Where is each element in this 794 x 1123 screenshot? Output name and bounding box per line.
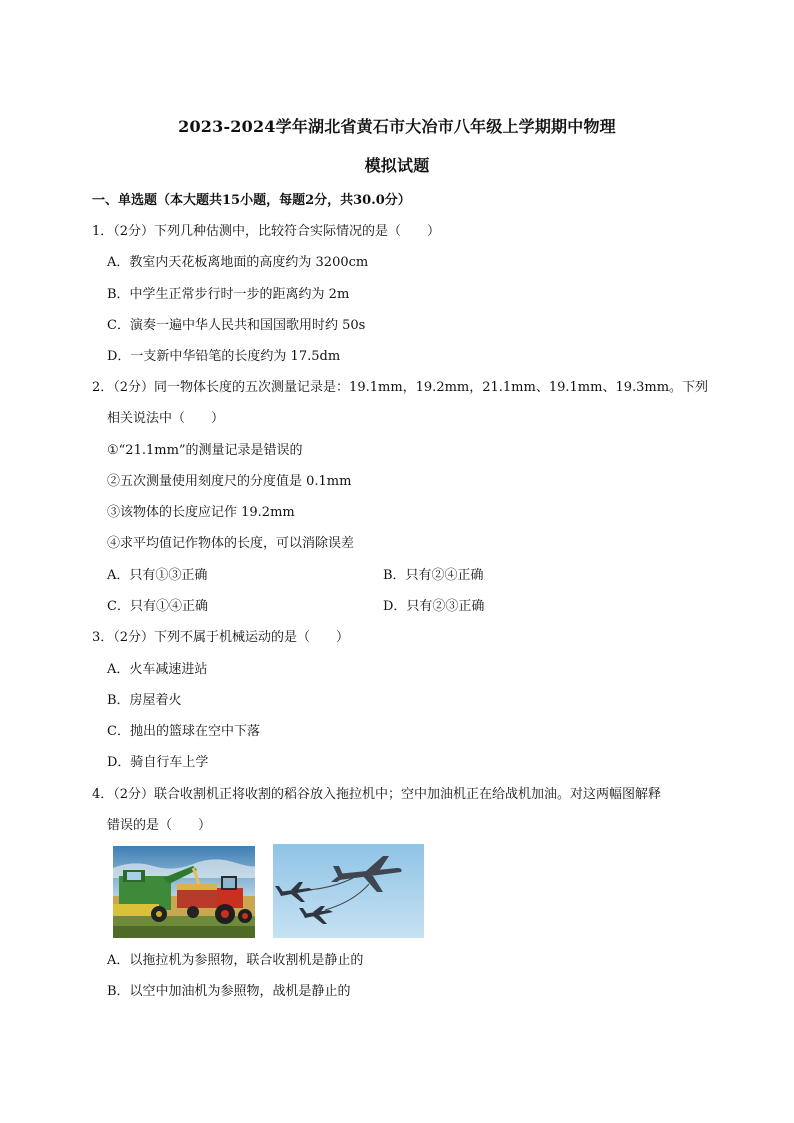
question-3-option-a: A．火车减速进站 <box>107 662 208 677</box>
question-2-statement-3: ③该物体的长度应记作 19.2mm <box>107 505 295 520</box>
question-1-option-b: B．中学生正常步行时一步的距离约为 2m <box>107 287 350 302</box>
question-2-stem: 2．（2分）同一物体长度的五次测量记录是：19.1mm，19.2mm，21.1mm、19.1mm、19.3mm。下列 <box>92 380 709 395</box>
question-1-stem: 1．（2分）下列几种估测中，比较符合实际情况的是（ ） <box>92 224 441 239</box>
question-4-option-a: A．以拖拉机为参照物，联合收割机是静止的 <box>107 953 364 968</box>
aerial-refueling-image <box>273 844 424 938</box>
question-2-option-d: D．只有②③正确 <box>383 599 485 614</box>
question-1-option-d: D．一支新中华铅笔的长度约为 17.5dm <box>107 349 341 364</box>
question-2-option-c: C．只有①④正确 <box>107 599 208 614</box>
exam-title-line2: 模拟试题 <box>364 156 430 175</box>
question-4-option-b: B．以空中加油机为参照物，战机是静止的 <box>107 984 351 999</box>
question-4-stem: 4．（2分）联合收割机正将收割的稻谷放入拖拉机中；空中加油机正在给战机加油。对这两幅图解释 <box>92 787 662 802</box>
question-2-statement-4: ④求平均值记作物体的长度，可以消除误差 <box>107 536 355 551</box>
question-3-option-d: D．骑自行车上学 <box>107 755 209 770</box>
question-3-option-b: B．房屋着火 <box>107 693 182 708</box>
question-2-statement-1: ①“21.1mm”的测量记录是错误的 <box>107 443 303 458</box>
question-1-option-a: A．教室内天花板离地面的高度约为 3200cm <box>107 255 369 270</box>
question-4-stem-continued: 错误的是（ ） <box>107 818 212 833</box>
question-2-stem-continued: 相关说法中（ ） <box>107 411 225 426</box>
exam-title-line1: 2023-2024学年湖北省黄石市大冶市八年级上学期期中物理 <box>178 117 616 136</box>
section-header: 一、单选题（本大题共15小题，每题2分，共30.0分） <box>92 193 411 208</box>
question-2-option-a: A．只有①③正确 <box>107 568 208 583</box>
question-3-stem: 3．（2分）下列不属于机械运动的是（ ） <box>92 630 350 645</box>
question-2-statement-2: ②五次测量使用刻度尺的分度值是 0.1mm <box>107 474 352 489</box>
harvester-tractor-image <box>113 846 255 938</box>
question-3-option-c: C．抛出的篮球在空中下落 <box>107 724 260 739</box>
question-1-option-c: C．演奏一遍中华人民共和国国歌用时约 50s <box>107 318 366 333</box>
question-2-option-b: B．只有②④正确 <box>383 568 484 583</box>
